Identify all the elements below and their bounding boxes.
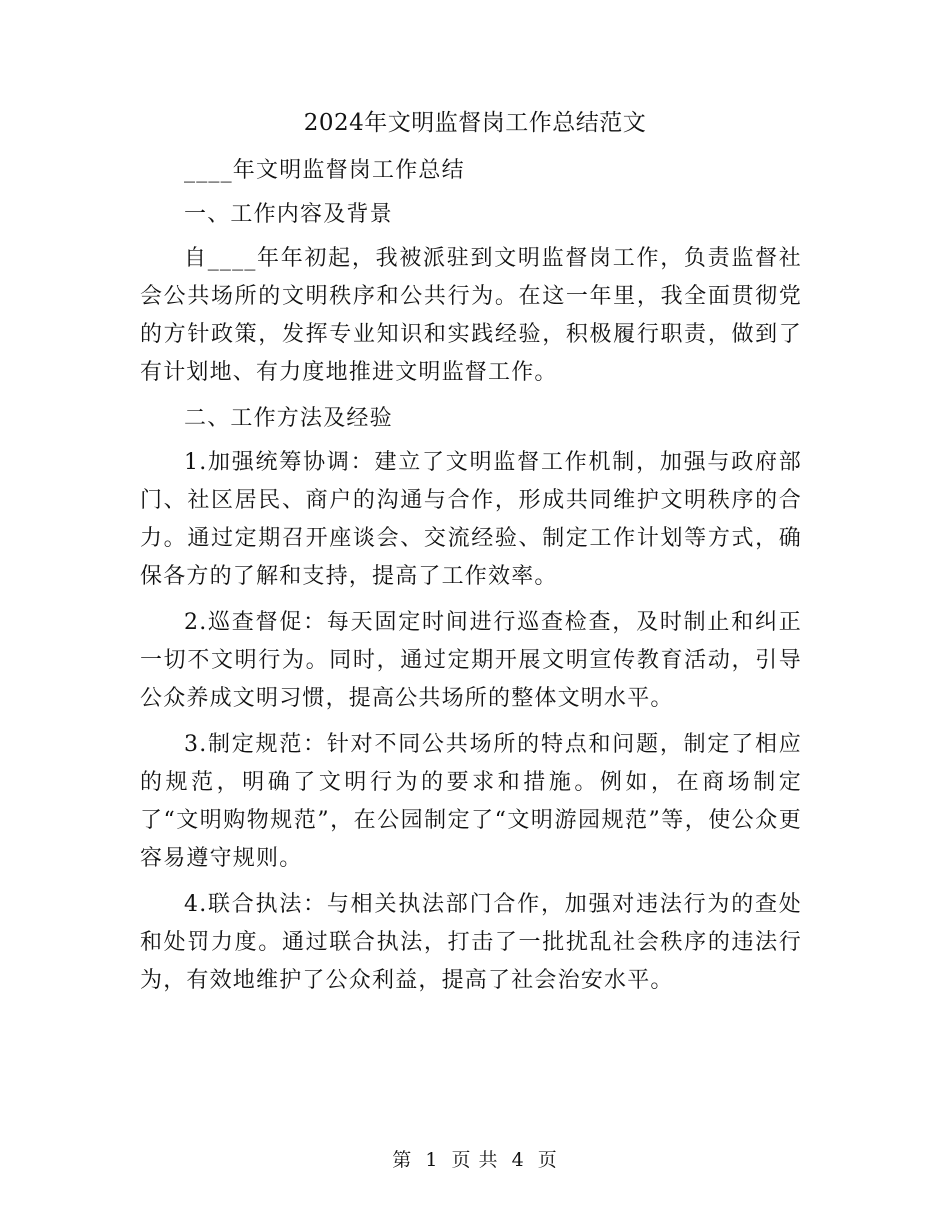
- page-footer: [0, 1146, 950, 1174]
- current-page-number: 1: [425, 1149, 439, 1171]
- footer-prefix: 第: [392, 1149, 413, 1171]
- paragraph-background: 自____年年初起，我被派驻到文明监督岗工作，负责监督社会公共场所的文明秩序和公共行为。在这一年里，我全面贯彻党的方针政策，发挥专业知识和实践经验，积极履行职责，做到了有计划地、有力度地推进文明监督工作。: [140, 246, 802, 385]
- total-page-count: 4: [511, 1149, 525, 1171]
- document-body: [140, 152, 802, 1008]
- section-heading-background: 一、工作内容及背景: [184, 202, 393, 227]
- paragraph-standards: 3.制定规范：针对不同公共场所的特点和问题，制定了相应的规范，明确了文明行为的要求和措施。例如，在商场制定了“文明购物规范”，在公园制定了“文明游园规范”等，使公众更容易遵守规则。: [140, 732, 802, 871]
- document-subtitle: ____年文明监督岗工作总结: [184, 158, 465, 183]
- footer-suffix: 页: [537, 1149, 558, 1171]
- section-heading-methods: 二、工作方法及经验: [184, 406, 393, 431]
- paragraph-joint-enforcement: 4.联合执法：与相关执法部门合作，加强对违法行为的查处和处罚力度。通过联合执法，打击了一批扰乱社会秩序的违法行为，有效地维护了公众利益，提高了社会治安水平。: [140, 892, 802, 993]
- footer-middle: 页 共: [451, 1149, 499, 1171]
- document-title: 2024年文明监督岗工作总结范文: [303, 110, 647, 136]
- paragraph-coordination: 1.加强统筹协调：建立了文明监督工作机制，加强与政府部门、社区居民、商户的沟通与合作，形成共同维护文明秩序的合力。通过定期召开座谈会、交流经验、制定工作计划等方式，确保各方的了解和支持，提高了工作效率。: [140, 450, 802, 589]
- paragraph-patrol: 2.巡查督促：每天固定时间进行巡查检查，及时制止和纠正一切不文明行为。同时，通过定期开展文明宣传教育活动，引导公众养成文明习惯，提高公共场所的整体文明水平。: [140, 610, 802, 711]
